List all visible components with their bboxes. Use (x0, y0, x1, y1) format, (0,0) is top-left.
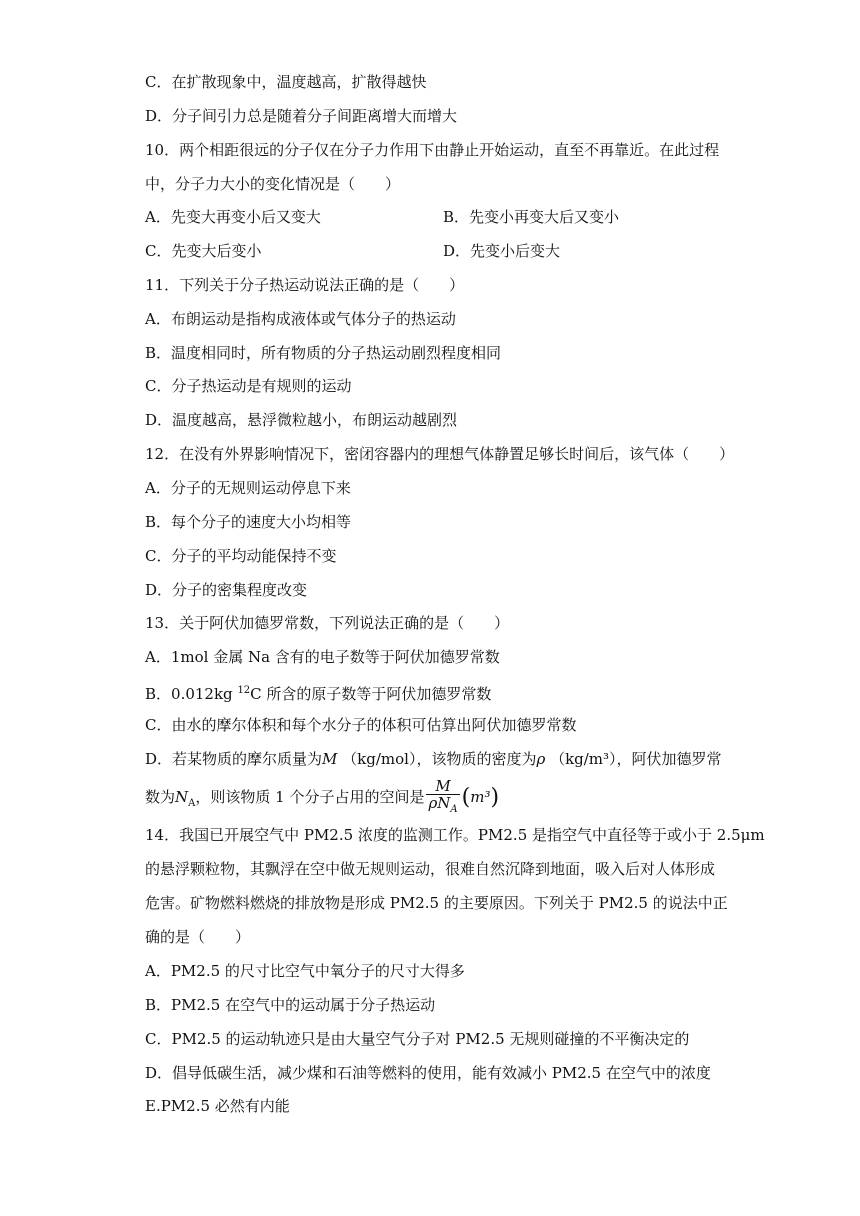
q11-option-d: D．温度越高，悬浮微粒越小，布朗运动越剧烈 (145, 411, 458, 429)
q10-option-c: C．先变大后变小 (145, 242, 262, 260)
q14-stem-line-2: 的悬浮颗粒物，其飘浮在空中做无规则运动，很难自然沉降到地面，吸入后对人体形成 (145, 860, 716, 878)
q14-stem-line-4: 确的是（ ） (145, 928, 251, 946)
q13-b-isotope-sup: 12 (237, 685, 251, 696)
q13-d-symbol-m: M (322, 750, 338, 768)
q14-stem-line-1: 14．我国已开展空气中 PM2.5 浓度的监测工作。PM2.5 是指空气中直径等于或小于 2.5μm (145, 826, 765, 844)
q14-option-a: A．PM2.5 的尺寸比空气中氧分子的尺寸大得多 (145, 962, 465, 980)
q13-d2-symbol-n: N (175, 788, 189, 806)
right-paren: ) (490, 785, 500, 810)
q13-d2-fraction (426, 778, 459, 818)
q13-d2-unit: m³ (470, 788, 491, 806)
left-paren: ( (461, 785, 471, 810)
q13-d2-pre: 数为 (145, 788, 176, 806)
q13-b-text-post: C 所含的原子数等于阿伏加德罗常数 (250, 685, 492, 703)
q14-option-d: D．倡导低碳生活，减少煤和石油等燃料的使用，能有效减小 PM2.5 在空气中的浓度 (145, 1064, 711, 1082)
q9-option-c: C．在扩散现象中，温度越高，扩散得越快 (145, 73, 427, 91)
q13-d-mid: （kg/mol），该物质的密度为 (337, 750, 537, 768)
q12-option-c: C．分子的平均动能保持不变 (145, 547, 337, 565)
q10-stem-line-2: 中，分子力大小的变化情况是（ ） (145, 175, 401, 193)
q13-d-pre: D．若某物质的摩尔质量为 (145, 750, 323, 768)
q12-option-d: D．分子的密集程度改变 (145, 581, 308, 599)
q11-option-b: B．温度相同时，所有物质的分子热运动剧烈程度相同 (145, 344, 502, 362)
q13-d-symbol-rho: ρ (536, 750, 546, 768)
q14-stem-line-3: 危害。矿物燃料燃烧的排放物是形成 PM2.5 的主要原因。下列关于 PM2.5 的说法中正 (145, 894, 728, 912)
q13-option-a: A．1mol 金属 Na 含有的电子数等于阿伏加德罗常数 (145, 648, 500, 666)
q14-option-e: E.PM2.5 必然有内能 (145, 1097, 290, 1115)
q13-d2-mid: ，则该物质 1 个分子占用的空间是 (195, 788, 425, 806)
q10-option-d: D．先变小后变大 (443, 242, 561, 260)
q13-option-c: C．由水的摩尔体积和每个水分子的体积可估算出阿伏加德罗常数 (145, 716, 577, 734)
q12-option-b: B．每个分子的速度大小均相等 (145, 513, 352, 531)
fraction-denominator (426, 795, 459, 818)
q9-option-d: D．分子间引力总是随着分子间距离增大而增大 (145, 107, 458, 125)
q13-option-d-line-1 (145, 749, 722, 769)
q13-d2-symbol-n-sub: A (188, 798, 196, 809)
q12-stem: 12．在没有外界影响情况下，密闭容器内的理想气体静置足够长时间后，该气体（ ） (145, 445, 735, 463)
q11-option-a: A．布朗运动是指构成液体或气体分子的热运动 (145, 310, 456, 328)
q13-option-d-line-2 (145, 778, 499, 821)
fraction-numerator: M (426, 778, 459, 795)
q14-option-c: C．PM2.5 的运动轨迹只是由大量空气分子对 PM2.5 无规则碰撞的不平衡决定的 (145, 1030, 690, 1048)
q10-option-a: A．先变大再变小后又变大 (145, 208, 321, 226)
q13-stem: 13．关于阿伏加德罗常数，下列说法正确的是（ ） (145, 614, 510, 632)
fraction-denominator-sub: A (450, 804, 458, 815)
q10-stem-line-1: 10．两个相距很远的分子仅在分子力作用下由静止开始运动，直至不再靠近。在此过程 (145, 141, 720, 159)
q14-option-b: B．PM2.5 在空气中的运动属于分子热运动 (145, 996, 436, 1014)
fraction-denominator-text: ρN (428, 794, 451, 812)
q13-option-b (145, 681, 491, 704)
q10-option-b: B．先变小再变大后又变小 (443, 208, 620, 226)
q11-stem: 11．下列关于分子热运动说法正确的是（ ） (145, 276, 465, 294)
q13-b-text-pre: B．0.012kg (145, 685, 238, 703)
q12-option-a: A．分子的无规则运动停息下来 (145, 479, 351, 497)
q11-option-c: C．分子热运动是有规则的运动 (145, 377, 352, 395)
q13-d-post: （kg/m³），阿伏加德罗常 (545, 750, 722, 768)
